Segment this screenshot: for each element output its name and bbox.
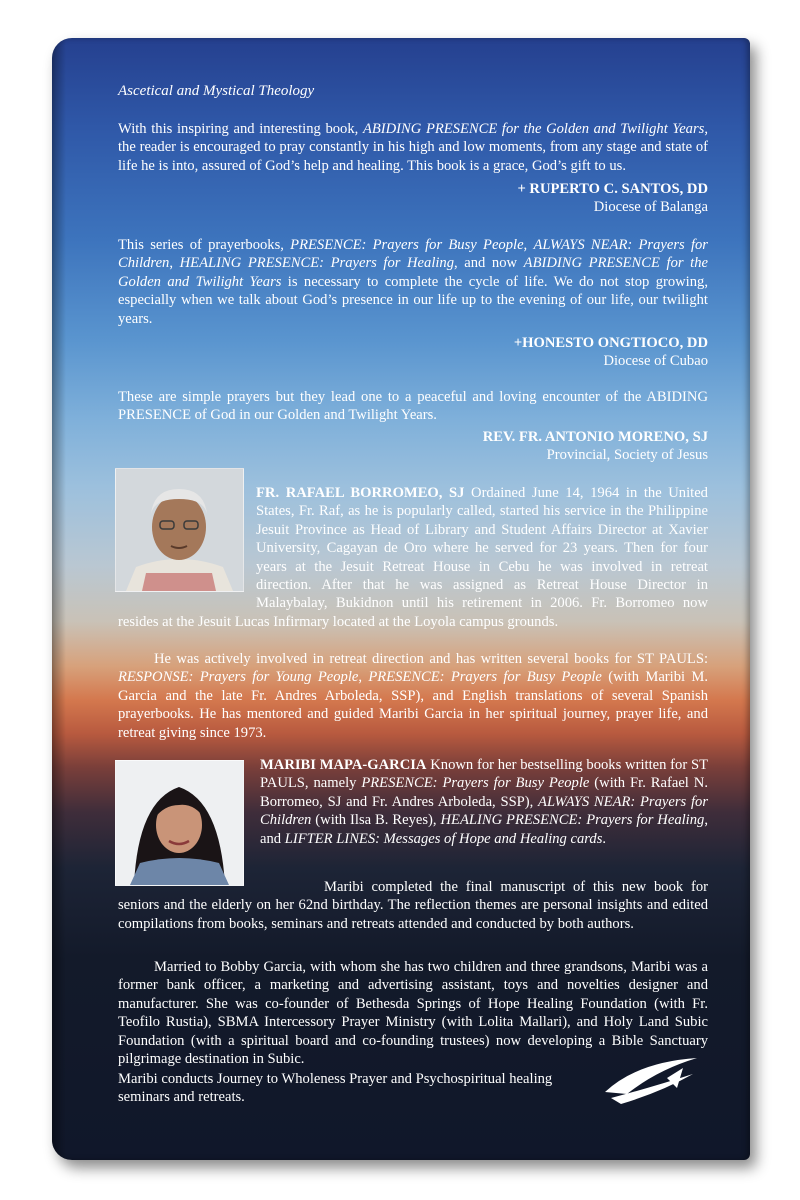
author-1-bio: FR. RAFAEL BORROMEO, SJ Ordained June 14, 1964 in the United States, Fr. Raf, as he is popularly called, started his service in the Philippine Jesuit Province as Head of Library and Student Affairs Director at Xavier University, Cagayan de Oro where he served for 23 years. Then for four years at the Jesuit Retreat House in Cebu he was involved in retreat direction. After that he was assigned as Retreat House Director in Malaybalay, Bukidnon until his retirement in 2006. Fr. Borromeo now resides at the Jesuit Lucas Infirmary located at the Loyola campus grounds.: [118, 485, 708, 630]
endorsement-1-affiliation: Diocese of Balanga: [593, 199, 708, 215]
book-back-cover: [52, 38, 750, 1160]
author-2-bio-3: Married to Bobby Garcia, with whom she has two children and three grandsons, Maribi was a former bank officer, a marketing and advertising assistant, toys and novelties designer and manufacturer. She was co-founder of Bethesda Springs of Hope Healing Foundation (with Fr. Teofilo Rustia), SBMA Intercessory Prayer Ministry (with Lolita Mallari), and Holy Land Subic Foundation (with a spiritual board and co-founding trustees) now developing a Bible Sanctuary pilgrimage destination in Subic.: [118, 959, 708, 1068]
category-label: Ascetical and Mystical Theology: [118, 83, 315, 99]
endorsement-3-name: REV. FR. ANTONIO MORENO, SJ: [482, 429, 708, 445]
endorsement-2-affiliation: Diocese of Cubao: [603, 353, 708, 369]
st-pauls-logo-icon: [597, 1048, 707, 1108]
author-1-name: FR. RAFAEL BORROMEO, SJ: [256, 485, 465, 501]
endorsement-1-name: + RUPERTO C. SANTOS, DD: [517, 181, 708, 197]
endorsement-2-text: This series of prayerbooks, PRESENCE: Prayers for Busy People, ALWAYS NEAR: Prayers for Children, HEALING PRESENCE: Prayers for Healing, and now ABIDING PRESENCE for the Golden and Twilight Years is necessary to complete the cycle of life. We do not stop growing, especially when we talk about God’s presence in our life up to the evening of our life, our twilight years.: [118, 237, 708, 327]
author-2-name: MARIBI MAPA-GARCIA: [260, 757, 427, 773]
endorsement-3-affiliation: Provincial, Society of Jesus: [546, 447, 708, 463]
endorsement-3-text: These are simple prayers but they lead one to a peaceful and loving encounter of the ABIDING PRESENCE of God in our Golden and Twilight Years.: [118, 389, 708, 424]
author-2-bio-2: Maribi completed the final manuscript of this new book for seniors and the elderly on her 62nd birthday. The reflection themes are personal insights and edited compilations from books, seminars and retreats attended and conducted by both authors.: [118, 879, 708, 932]
author-2-bio: MARIBI MAPA-GARCIA Known for her bestselling books written for ST PAULS, namely PRESENCE: Prayers for Busy People (with Fr. Rafael N. Borromeo, SJ and Fr. Andres Arboleda, SSP), ALWAYS NEAR: Prayers for Children (with Ilsa B. Reyes), HEALING PRESENCE: Prayers for Healing, and LIFTER LINES: Messages of Hope and Healing cards.: [260, 757, 709, 847]
endorsement-2-name: +HONESTO ONGTIOCO, DD: [513, 335, 708, 351]
author-2-bio-4: Maribi conducts Journey to Wholeness Prayer and Psychospiritual healing seminars and retreats.: [118, 1071, 553, 1106]
endorsement-1-text: With this inspiring and interesting book, ABIDING PRESENCE for the Golden and Twilight Years, the reader is encouraged to pray constantly in his high and low moments, from any stage and state of life he is into, assured of God’s help and healing. This book is a grace, God’s gift to us.: [118, 121, 708, 174]
author-1-bio-2: He was actively involved in retreat direction and has written several books for ST PAULS: RESPONSE: Prayers for Young People, PRESENCE: Prayers for Busy People (with Maribi M. Garcia and the late Fr. Andres Arboleda, SSP), and English translations of several Spanish prayerbooks. He has mentored and guided Maribi Garcia in her spiritual journey, prayer life, and retreat giving since 1973.: [118, 651, 708, 741]
